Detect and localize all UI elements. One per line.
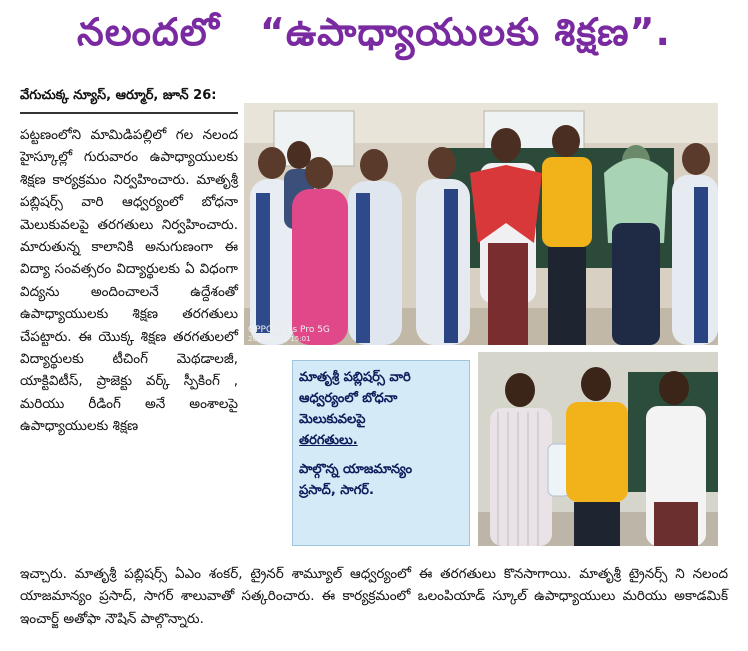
article-column-text: పట్టణంలోని మామిడిపల్లిలో గల నలంద హైస్కూల్లో గురువారం ఉపాధ్యాయులకు శిక్షణ కార్యక్రమం నిర్వహించారు. మాతృశ్రీ పబ్లిషర్స్ వారి ఆధ్వర్యంలో బోధనా మెలుకువలపై తరగతులు నిర్వహించారు. మారుతున్న కాలానికి అనుగుణంగా ఈ విద్యా సంవత్సరం విద్యార్థులకు ఏ విధంగా విద్యను అందించాలనే ఉద్దేశంతో ఉపాధ్యాయులకు శిక్షణ తరగతులు చేపట్టారు. ఈ యొక్క శిక్షణ తరగతులలో విద్యార్థులకు టీచింగ్ మెథడాలజీ, యాక్టివిటీస్, ప్రాజెక్టు వర్క్ స్పీకింగ్ , మరియు రీడింగ్ అనే అంశాలపై ఉపాధ్యాయులకు శిక్షణ [20,127,238,435]
callout-line-5: పాల్గొన్న యాజమాన్యం [299,462,413,477]
callout-line-6: ప్రసాద్, సాగర్. [299,483,374,498]
dateline-rule [20,112,238,114]
memento-photo-illustration [478,352,718,546]
camera-model: OPPO F21s Pro 5G [248,325,330,335]
callout-line-3: మెలుకువలపై [299,412,366,427]
group-photo [244,103,718,345]
article-bottom-text: ఇచ్చారు. మాతృశ్రీ పబ్లిషర్స్ ఏఎం శంకర్, ట్రైనర్ శామ్యూల్ ఆధ్వర్యంలో ఈ తరగతులు కొనసాగాయి. మాతృశ్రీ ట్రైనర్స్ ని నలంద యాజమాన్యం ప్రసాద్, సాగర్ శాలువాతో సత్కరించారు. ఈ కార్యక్రమంలో ఒలంపియాడ్ స్కూల్ ఉపాధ్యాయులు మరియు అకాడమిక్ ఇంచార్జ్ అతోఫా నౌషిన్ పాల్గొన్నారు. [20,566,728,627]
headline-left: నలందలో [77,10,220,54]
headline [0,10,748,78]
article-column [20,124,238,438]
callout-box [292,360,470,546]
callout-line-4: తరగతులు. [299,433,358,448]
article-bottom [20,563,728,630]
group-photo-illustration [244,103,718,345]
headline-right: “ఉపాధ్యాయులకు శిక్షణ”. [259,10,671,54]
memento-photo [478,352,718,546]
dateline: వేగుచుక్క న్యూస్, ఆర్మూర్, జూన్ 26: [20,88,217,103]
callout-line-2: ఆధ్వర్యంలో బోధనా [299,391,398,406]
camera-watermark [248,325,330,343]
callout-line-1: మాతృశ్రీ పబ్లిషర్స్ వారి [299,370,411,385]
photo-timestamp: 2025.06.26 15:01 [248,335,311,343]
